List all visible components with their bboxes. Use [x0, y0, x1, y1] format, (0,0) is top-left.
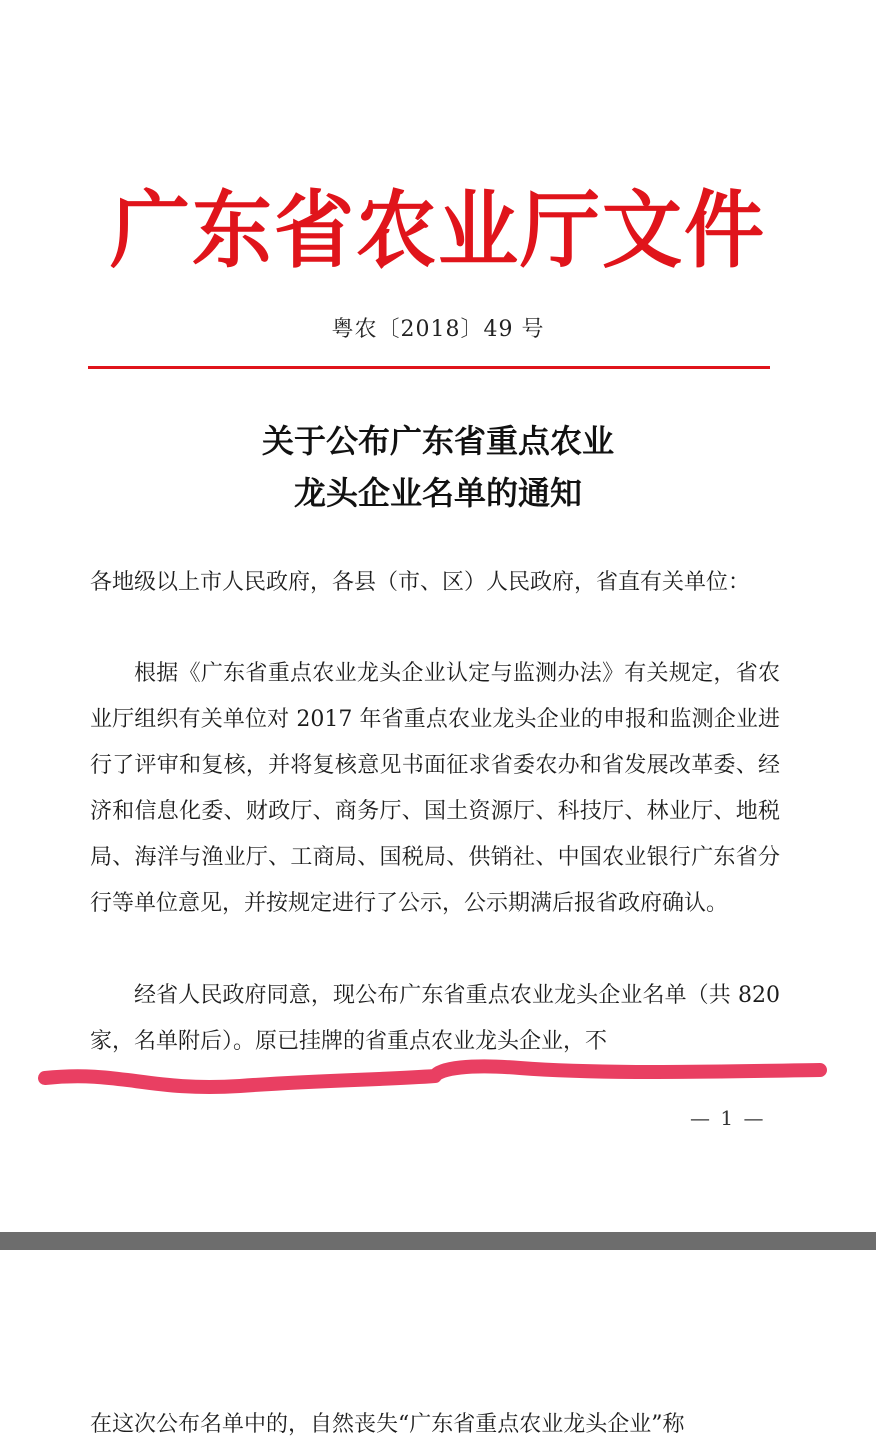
salutation: 各地级以上市人民政府，各县（市、区）人民政府，省直有关单位：: [90, 570, 751, 595]
page-2-continued-text: 在这次公布名单中的，自然丧失“广东省重点农业龙头企业”称: [90, 1412, 685, 1437]
paragraph-2: 经省人民政府同意，现公布广东省重点农业龙头企业名单（共 820 家，名单附后）。原已挂牌的省重点农业龙头企业，不: [90, 983, 780, 1054]
document-page-2: [0, 1250, 876, 1450]
page-separator: [0, 1232, 876, 1250]
paragraph-1: 根据《广东省重点农业龙头企业认定与监测办法》有关规定，省农业厅组织有关单位对 2017 年省重点农业龙头企业的申报和监测企业进行了评审和复核，并将复核意见书面征求省委农办和省发展改革委、经济和信息化委、财政厅、商务厅、国土资源厅、科技厅、林业厅、地税局、海洋与渔业厅、工商局、国税局、供销社、中国农业银行广东省分行等单位意见，并按规定进行了公示，公示期满后报省政府确认。: [90, 661, 780, 916]
document-title: [0, 415, 876, 519]
title-line-2: 龙头企业名单的通知: [293, 474, 582, 512]
issuer-header: 广东省农业厅文件: [110, 180, 766, 280]
red-divider-line: [88, 366, 770, 369]
document-number: 粤农〔2018〕49 号: [331, 317, 545, 342]
title-line-1: 关于公布广东省重点农业: [261, 422, 614, 460]
page-number: — 1 —: [690, 1106, 766, 1130]
